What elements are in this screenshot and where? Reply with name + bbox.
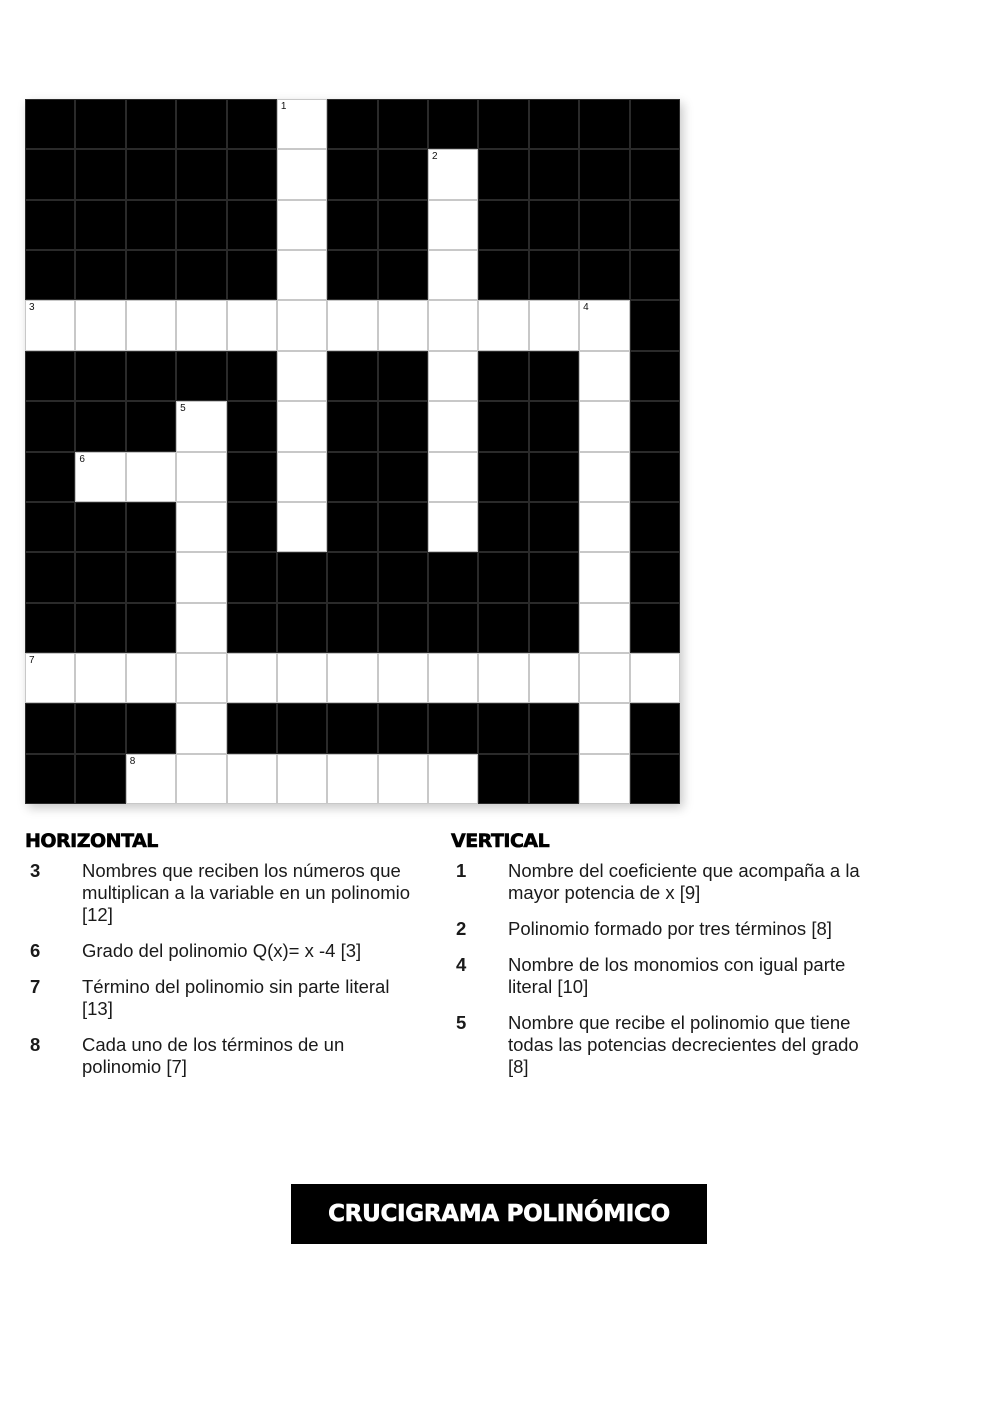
grid-cell-blocked [227, 200, 277, 250]
grid-cell-blocked [478, 502, 528, 552]
grid-cell-blocked [25, 603, 75, 653]
grid-cell-blocked [378, 603, 428, 653]
vertical-heading: VERTICAL [451, 830, 550, 852]
grid-cell-blocked [630, 351, 680, 401]
grid-cell-input[interactable] [378, 653, 428, 703]
grid-cell-input[interactable] [176, 703, 226, 753]
grid-cell-blocked [327, 703, 377, 753]
grid-cell-blocked [75, 552, 125, 602]
grid-cell-blocked [126, 99, 176, 149]
grid-cell-blocked [176, 149, 226, 199]
grid-cell-input[interactable] [478, 300, 528, 350]
clue-item [451, 954, 871, 998]
clue-number-label: 7 [29, 654, 35, 666]
grid-cell-input[interactable] [327, 653, 377, 703]
grid-cell-blocked [378, 452, 428, 502]
clue-text: Nombre del coeficiente que acompaña a la mayor potencia de x [9] [508, 860, 860, 903]
grid-cell-blocked [126, 200, 176, 250]
grid-cell-blocked [227, 703, 277, 753]
clue-text: Cada uno de los términos de un polinomio [7] [82, 1034, 345, 1077]
grid-cell-blocked [75, 99, 125, 149]
clue-number-label: 2 [432, 151, 438, 163]
grid-cell-blocked [478, 250, 528, 300]
grid-cell-blocked [25, 99, 75, 149]
grid-cell-input[interactable] [25, 653, 75, 703]
grid-cell-blocked [126, 149, 176, 199]
grid-cell-blocked [478, 351, 528, 401]
grid-cell-blocked [227, 351, 277, 401]
grid-cell-blocked [529, 452, 579, 502]
grid-cell-blocked [327, 452, 377, 502]
grid-cell-blocked [478, 401, 528, 451]
grid-cell-input[interactable] [277, 502, 327, 552]
grid-cell-blocked [630, 250, 680, 300]
grid-cell-blocked [478, 603, 528, 653]
grid-cell-input[interactable] [579, 452, 629, 502]
grid-cell-blocked [478, 452, 528, 502]
clue-number: 1 [456, 860, 467, 881]
grid-cell-blocked [227, 250, 277, 300]
grid-cell-blocked [227, 401, 277, 451]
grid-cell-blocked [630, 99, 680, 149]
grid-cell-blocked [25, 502, 75, 552]
grid-cell-blocked [630, 452, 680, 502]
grid-cell-blocked [327, 502, 377, 552]
grid-cell-blocked [630, 703, 680, 753]
grid-cell-blocked [75, 250, 125, 300]
clue-number: 2 [456, 918, 467, 939]
grid-cell-input[interactable] [277, 300, 327, 350]
grid-cell-input[interactable] [630, 653, 680, 703]
grid-cell-blocked [126, 603, 176, 653]
grid-cell-blocked [126, 250, 176, 300]
grid-cell-blocked [327, 149, 377, 199]
grid-cell-blocked [327, 99, 377, 149]
grid-cell-blocked [378, 250, 428, 300]
grid-cell-input[interactable] [428, 149, 478, 199]
grid-cell-input[interactable] [75, 653, 125, 703]
clue-number-label: 4 [583, 302, 589, 314]
grid-cell-input[interactable] [75, 300, 125, 350]
grid-cell-input[interactable] [579, 502, 629, 552]
grid-cell-input[interactable] [277, 653, 327, 703]
clue-item [25, 860, 420, 926]
grid-cell-input[interactable] [176, 300, 226, 350]
grid-cell-blocked [75, 703, 125, 753]
grid-cell-blocked [428, 603, 478, 653]
grid-cell-input[interactable] [529, 653, 579, 703]
clue-number-label: 5 [180, 403, 186, 415]
grid-cell-blocked [529, 200, 579, 250]
grid-cell-input[interactable] [428, 200, 478, 250]
clue-item [451, 1012, 871, 1078]
grid-cell-blocked [277, 552, 327, 602]
grid-cell-blocked [25, 351, 75, 401]
grid-cell-blocked [478, 99, 528, 149]
grid-cell-blocked [227, 99, 277, 149]
grid-cell-blocked [327, 603, 377, 653]
grid-cell-blocked [277, 703, 327, 753]
grid-cell-input[interactable] [227, 754, 277, 804]
grid-cell-input[interactable] [478, 653, 528, 703]
horizontal-clues [25, 830, 420, 1092]
grid-cell-input[interactable] [579, 603, 629, 653]
grid-cell-input[interactable] [579, 703, 629, 753]
grid-cell-blocked [126, 502, 176, 552]
grid-cell-input[interactable] [176, 452, 226, 502]
grid-cell-input[interactable] [277, 351, 327, 401]
grid-cell-blocked [75, 603, 125, 653]
clue-item [25, 940, 420, 962]
grid-cell-blocked [227, 452, 277, 502]
clue-text: Nombre de los monomios con igual parte literal [10] [508, 954, 846, 997]
grid-cell-blocked [277, 603, 327, 653]
vertical-clues [451, 830, 871, 1092]
grid-cell-input[interactable] [378, 300, 428, 350]
grid-cell-blocked [529, 552, 579, 602]
grid-cell-input[interactable] [428, 351, 478, 401]
grid-cell-blocked [327, 351, 377, 401]
grid-cell-blocked [428, 703, 478, 753]
grid-cell-input[interactable] [579, 653, 629, 703]
grid-cell-blocked [227, 149, 277, 199]
page-title: CRUCIGRAMA POLINÓMICO [291, 1184, 707, 1244]
grid-cell-blocked [327, 250, 377, 300]
grid-cell-input[interactable] [176, 754, 226, 804]
grid-cell-input[interactable] [428, 250, 478, 300]
clue-text: Polinomio formado por tres términos [8] [508, 918, 832, 939]
grid-cell-blocked [630, 300, 680, 350]
grid-cell-input[interactable] [327, 300, 377, 350]
grid-cell-blocked [529, 99, 579, 149]
grid-cell-blocked [176, 351, 226, 401]
grid-cell-blocked [579, 250, 629, 300]
grid-cell-input[interactable] [579, 552, 629, 602]
crossword-grid [25, 99, 680, 804]
clue-number: 3 [30, 860, 41, 881]
grid-cell-blocked [25, 149, 75, 199]
grid-cell-blocked [378, 401, 428, 451]
grid-cell-blocked [25, 552, 75, 602]
grid-cell-blocked [428, 552, 478, 602]
grid-cell-blocked [378, 703, 428, 753]
grid-cell-blocked [630, 552, 680, 602]
grid-cell-blocked [529, 401, 579, 451]
clue-text: Término del polinomio sin parte literal [13] [82, 976, 390, 1019]
grid-cell-blocked [75, 200, 125, 250]
grid-cell-blocked [630, 502, 680, 552]
grid-cell-input[interactable] [277, 754, 327, 804]
grid-cell-blocked [630, 401, 680, 451]
grid-cell-blocked [25, 703, 75, 753]
grid-cell-input[interactable] [579, 300, 629, 350]
clue-number: 8 [30, 1034, 41, 1055]
grid-cell-blocked [227, 603, 277, 653]
grid-cell-blocked [630, 149, 680, 199]
grid-cell-input[interactable] [277, 149, 327, 199]
horizontal-heading: HORIZONTAL [25, 830, 158, 852]
clue-number-label: 6 [79, 453, 85, 465]
clue-item [451, 918, 871, 940]
grid-cell-blocked [327, 552, 377, 602]
grid-cell-input[interactable] [378, 754, 428, 804]
grid-cell-input[interactable] [176, 653, 226, 703]
grid-cell-blocked [378, 149, 428, 199]
grid-cell-blocked [579, 149, 629, 199]
grid-cell-blocked [176, 99, 226, 149]
grid-cell-input[interactable] [277, 99, 327, 149]
grid-cell-input[interactable] [579, 351, 629, 401]
grid-cell-input[interactable] [579, 401, 629, 451]
grid-cell-input[interactable] [428, 653, 478, 703]
grid-cell-blocked [378, 552, 428, 602]
grid-cell-blocked [630, 603, 680, 653]
grid-cell-input[interactable] [126, 653, 176, 703]
grid-cell-blocked [227, 552, 277, 602]
grid-cell-blocked [227, 502, 277, 552]
clue-number: 7 [30, 976, 41, 997]
grid-cell-blocked [75, 502, 125, 552]
clue-number: 4 [456, 954, 467, 975]
grid-cell-input[interactable] [277, 250, 327, 300]
grid-cell-blocked [630, 754, 680, 804]
grid-cell-input[interactable] [428, 401, 478, 451]
grid-cell-blocked [579, 99, 629, 149]
grid-cell-input[interactable] [227, 300, 277, 350]
grid-cell-blocked [630, 200, 680, 250]
clue-text: Grado del polinomio Q(x)= x -4 [3] [82, 940, 362, 961]
grid-cell-blocked [478, 703, 528, 753]
grid-cell-blocked [327, 200, 377, 250]
grid-cell-blocked [428, 99, 478, 149]
grid-cell-input[interactable] [126, 300, 176, 350]
grid-cell-input[interactable] [428, 452, 478, 502]
grid-cell-input[interactable] [176, 603, 226, 653]
grid-cell-blocked [529, 502, 579, 552]
grid-cell-blocked [126, 401, 176, 451]
grid-cell-blocked [25, 401, 75, 451]
grid-cell-input[interactable] [227, 653, 277, 703]
grid-cell-input[interactable] [428, 754, 478, 804]
grid-cell-input[interactable] [428, 300, 478, 350]
grid-cell-blocked [126, 703, 176, 753]
grid-cell-blocked [378, 502, 428, 552]
grid-cell-input[interactable] [176, 552, 226, 602]
clue-text: Nombres que reciben los números que multiplican a la variable en un polinomio [12] [82, 860, 411, 925]
grid-cell-blocked [75, 351, 125, 401]
grid-cell-blocked [378, 99, 428, 149]
grid-cell-blocked [176, 200, 226, 250]
clue-item [25, 1034, 420, 1078]
grid-cell-blocked [327, 401, 377, 451]
grid-cell-blocked [478, 754, 528, 804]
grid-cell-input[interactable] [176, 401, 226, 451]
grid-cell-input[interactable] [277, 452, 327, 502]
clue-number: 5 [456, 1012, 467, 1033]
grid-cell-input[interactable] [126, 452, 176, 502]
grid-cell-blocked [75, 401, 125, 451]
clue-number: 6 [30, 940, 41, 961]
grid-cell-input[interactable] [428, 502, 478, 552]
grid-cell-blocked [126, 351, 176, 401]
grid-cell-blocked [378, 200, 428, 250]
grid-cell-blocked [75, 149, 125, 199]
grid-cell-blocked [529, 250, 579, 300]
clue-number-label: 1 [280, 101, 287, 112]
clue-number-label: 8 [129, 755, 136, 767]
grid-cell-blocked [75, 754, 125, 804]
grid-cell-input[interactable] [126, 754, 176, 804]
grid-cell-blocked [529, 149, 579, 199]
clue-item [451, 860, 871, 904]
grid-cell-blocked [579, 200, 629, 250]
grid-cell-input[interactable] [529, 300, 579, 350]
grid-cell-blocked [25, 452, 75, 502]
grid-cell-blocked [126, 552, 176, 602]
grid-cell-blocked [25, 200, 75, 250]
grid-cell-input[interactable] [75, 452, 125, 502]
grid-cell-blocked [25, 250, 75, 300]
clue-number-label: 3 [29, 302, 35, 314]
grid-cell-blocked [529, 351, 579, 401]
grid-cell-input[interactable] [579, 754, 629, 804]
grid-cell-blocked [25, 754, 75, 804]
grid-cell-blocked [478, 149, 528, 199]
grid-cell-blocked [478, 552, 528, 602]
grid-cell-input[interactable] [277, 200, 327, 250]
grid-cell-input[interactable] [25, 300, 75, 350]
grid-cell-input[interactable] [327, 754, 377, 804]
clue-text: Nombre que recibe el polinomio que tiene todas las potencias decrecientes del grado [8] [508, 1012, 859, 1077]
grid-cell-input[interactable] [277, 401, 327, 451]
grid-cell-blocked [478, 200, 528, 250]
grid-cell-blocked [378, 351, 428, 401]
grid-cell-blocked [176, 250, 226, 300]
clue-item [25, 976, 420, 1020]
grid-cell-blocked [529, 603, 579, 653]
grid-cell-blocked [529, 754, 579, 804]
grid-cell-blocked [529, 703, 579, 753]
grid-cell-input[interactable] [176, 502, 226, 552]
